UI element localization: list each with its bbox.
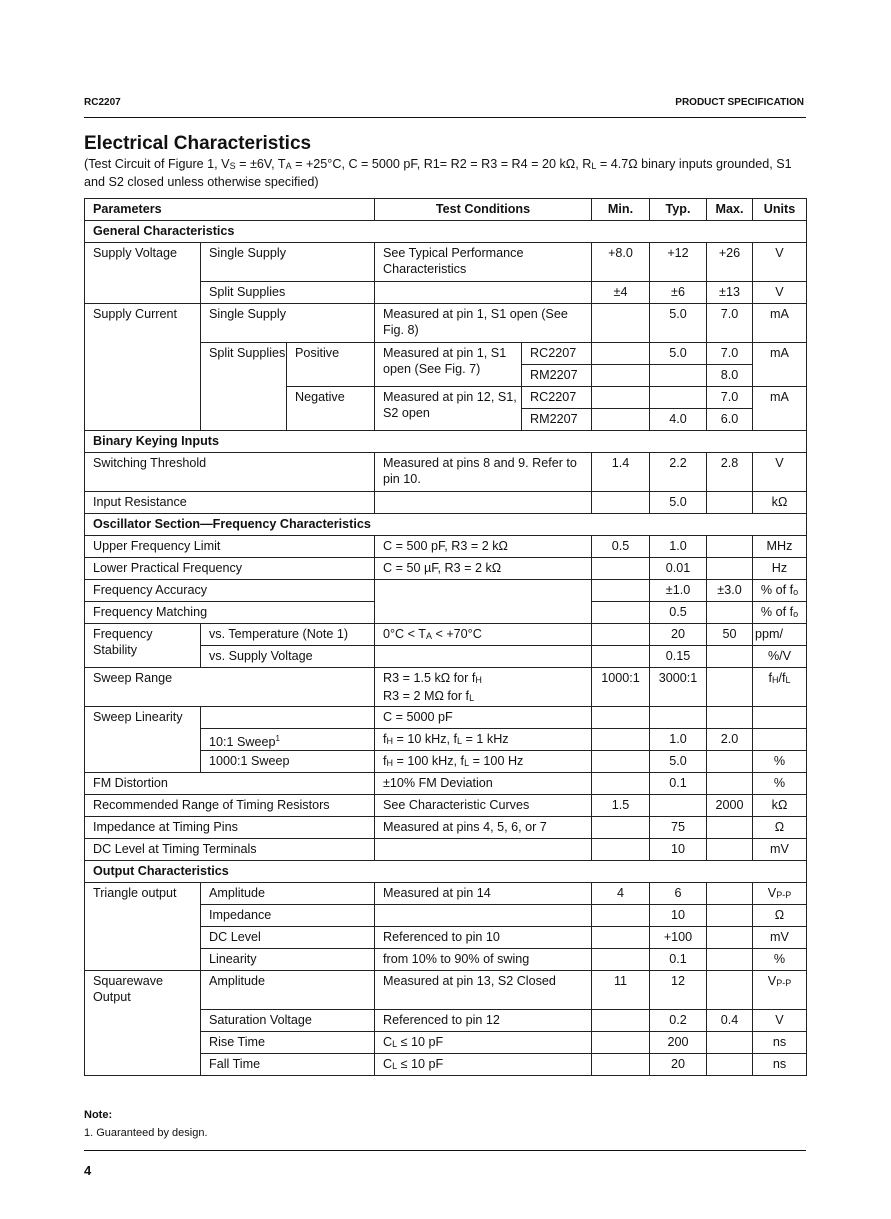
sub-param	[201, 707, 375, 729]
sub-param: Split Supplies	[201, 282, 375, 304]
col-header-units: Units	[753, 199, 807, 221]
table-row	[85, 453, 807, 492]
table-row	[85, 773, 807, 795]
table-row	[85, 707, 807, 729]
device-rm2207: RM2207	[522, 365, 592, 387]
table-row	[85, 492, 807, 514]
table-row	[85, 971, 807, 1010]
typ-cell: 10	[650, 905, 707, 927]
condition-cell: Referenced to pin 12	[375, 1010, 592, 1032]
sub-param: DC Level	[201, 927, 375, 949]
typ-cell: 12	[650, 971, 707, 1010]
min-cell: ±4	[592, 282, 650, 304]
max-cell	[707, 927, 753, 949]
max-cell	[707, 602, 753, 624]
typ-cell: 2.2	[650, 453, 707, 492]
unit-cell: mA	[753, 343, 807, 387]
unit-cell: %	[753, 949, 807, 971]
typ-cell: 1.0	[650, 536, 707, 558]
param-upper-frequency-limit: Upper Frequency Limit	[85, 536, 375, 558]
table-row	[85, 883, 807, 905]
typ-cell: 0.2	[650, 1010, 707, 1032]
min-cell	[592, 492, 650, 514]
condition-cell: Referenced to pin 10	[375, 927, 592, 949]
min-cell: 11	[592, 971, 650, 1010]
unit-cell: mA	[753, 304, 807, 343]
typ-cell: +12	[650, 243, 707, 282]
typ-cell: +100	[650, 927, 707, 949]
max-cell	[707, 492, 753, 514]
condition-cell: Measured at pins 4, 5, 6, or 7	[375, 817, 592, 839]
section-output: Output Characteristics	[85, 861, 807, 883]
unit-cell: ppm/	[753, 624, 807, 646]
condition-cell: See Characteristic Curves	[375, 795, 592, 817]
condition-cell: Measured at pin 13, S2 Closed	[375, 971, 592, 1010]
typ-cell: 5.0	[650, 492, 707, 514]
param-fm-distortion: FM Distortion	[85, 773, 375, 795]
unit-cell: $V_{P-P}$	[753, 883, 807, 905]
unit-cell: MHz	[753, 536, 807, 558]
min-cell	[592, 839, 650, 861]
typ-cell	[650, 795, 707, 817]
sub-param-positive: Positive	[287, 343, 375, 387]
max-cell	[707, 949, 753, 971]
condition-cell: See Typical Performance Characteristics	[375, 243, 592, 282]
max-cell: ±13	[707, 282, 753, 304]
device-rc2207: RC2207	[522, 387, 592, 409]
typ-cell: ±6	[650, 282, 707, 304]
section-title: Electrical Characteristics	[84, 133, 312, 154]
max-cell: 50	[707, 624, 753, 646]
table-row	[85, 304, 807, 343]
condition-cell: $f_H = 10$ kHz, $f_L = 1$ kHz	[375, 729, 592, 751]
max-cell: 7.0	[707, 304, 753, 343]
max-cell	[707, 839, 753, 861]
min-cell	[592, 773, 650, 795]
section-row	[85, 514, 807, 536]
sub-param: Impedance	[201, 905, 375, 927]
unit-cell: Hz	[753, 558, 807, 580]
typ-cell: 0.15	[650, 646, 707, 668]
max-cell	[707, 905, 753, 927]
param-squarewave-output: Squarewave Output	[85, 971, 201, 1076]
device-rc2207: RC2207	[522, 343, 592, 365]
header-rule	[84, 117, 806, 118]
electrical-characteristics-table	[84, 198, 807, 1076]
sub-param: Amplitude	[201, 883, 375, 905]
table-row	[85, 558, 807, 580]
section-row	[85, 431, 807, 453]
unit-cell: $V_{P-P}$	[753, 971, 807, 1010]
unit-cell: % of $f_o$	[753, 602, 807, 624]
min-cell	[592, 905, 650, 927]
param-triangle-output: Triangle output	[85, 883, 201, 971]
table-row	[85, 243, 807, 282]
min-cell	[592, 304, 650, 343]
unit-cell: %	[753, 773, 807, 795]
condition-cell: Measured at pins 8 and 9. Refer to pin 10.	[375, 453, 592, 492]
condition-cell: $C_L \le 10$ pF	[375, 1054, 592, 1076]
doc-part-number: RC2207	[84, 97, 121, 108]
typ-cell: 0.01	[650, 558, 707, 580]
sub-param-split: Split Supplies	[201, 343, 287, 431]
sub-param: vs. Temperature (Note 1)	[201, 624, 375, 646]
typ-cell: 5.0	[650, 304, 707, 343]
min-cell	[592, 817, 650, 839]
sub-param: Amplitude	[201, 971, 375, 1010]
table-row	[85, 624, 807, 646]
sub-param: Saturation Voltage	[201, 1010, 375, 1032]
min-cell	[592, 558, 650, 580]
max-cell	[707, 668, 753, 707]
typ-cell: 0.5	[650, 602, 707, 624]
min-cell	[592, 949, 650, 971]
typ-cell: 6	[650, 883, 707, 905]
unit-cell: V	[753, 282, 807, 304]
max-cell: 0.4	[707, 1010, 753, 1032]
doc-category: PRODUCT SPECIFICATION	[675, 97, 804, 108]
min-cell	[592, 409, 650, 431]
min-cell: 1000:1	[592, 668, 650, 707]
sub-param: Single Supply	[201, 304, 375, 343]
param-impedance-timing-pins: Impedance at Timing Pins	[85, 817, 375, 839]
param-supply-voltage: Supply Voltage	[85, 243, 201, 304]
typ-cell: 5.0	[650, 343, 707, 365]
note-item: 1. Guaranteed by design.	[84, 1127, 208, 1139]
max-cell	[707, 707, 753, 729]
max-cell	[707, 646, 753, 668]
unit-cell: % of $f_o$	[753, 580, 807, 602]
sub-param: vs. Supply Voltage	[201, 646, 375, 668]
unit-cell: mV	[753, 927, 807, 949]
condition-cell: $C_L \le 10$ pF	[375, 1032, 592, 1054]
table-row	[85, 795, 807, 817]
condition-cell: C = 5000 pF	[375, 707, 592, 729]
col-header-typ: Typ.	[650, 199, 707, 221]
unit-cell: ns	[753, 1054, 807, 1076]
section-row	[85, 861, 807, 883]
typ-cell	[650, 387, 707, 409]
unit-cell: V	[753, 1010, 807, 1032]
note-heading: Note:	[84, 1109, 113, 1121]
sub-param: 1000:1 Sweep	[201, 751, 375, 773]
typ-cell	[650, 707, 707, 729]
typ-cell: 20	[650, 624, 707, 646]
unit-cell: Ω	[753, 817, 807, 839]
condition-cell	[375, 839, 592, 861]
condition-cell: R3 = 1.5 kΩ for $f_H$ R3 = 2 MΩ for $f_L$	[375, 668, 592, 707]
typ-cell: 1.0	[650, 729, 707, 751]
condition-cell: Measured at pin 14	[375, 883, 592, 905]
sub-param: Fall Time	[201, 1054, 375, 1076]
min-cell: 0.5	[592, 536, 650, 558]
condition-cell: C = 50 µF, R3 = 2 kΩ	[375, 558, 592, 580]
page-number: 4	[84, 1163, 92, 1178]
max-cell	[707, 558, 753, 580]
param-dc-level-timing: DC Level at Timing Terminals	[85, 839, 375, 861]
unit-cell: V	[753, 243, 807, 282]
section-general: General Characteristics	[85, 221, 807, 243]
param-frequency-matching: Frequency Matching	[85, 602, 375, 624]
min-cell	[592, 729, 650, 751]
param-lower-practical-frequency: Lower Practical Frequency	[85, 558, 375, 580]
condition-cell: $0^\circ C < T_A < +70^\circ C$	[375, 624, 592, 646]
min-cell: 1.5	[592, 795, 650, 817]
param-sweep-linearity: Sweep Linearity	[85, 707, 201, 773]
min-cell	[592, 707, 650, 729]
param-input-resistance: Input Resistance	[85, 492, 375, 514]
condition-cell	[375, 580, 592, 624]
param-supply-current: Supply Current	[85, 304, 201, 431]
device-rm2207: RM2207	[522, 409, 592, 431]
table-row	[85, 817, 807, 839]
footer-rule	[84, 1150, 806, 1151]
typ-cell: 5.0	[650, 751, 707, 773]
section-oscillator: Oscillator Section—Frequency Characteristics	[85, 514, 807, 536]
sub-param: 10:1 Sweep$^1$	[201, 729, 375, 751]
typ-cell: 20	[650, 1054, 707, 1076]
max-cell	[707, 1054, 753, 1076]
table-row	[85, 536, 807, 558]
max-cell: 8.0	[707, 365, 753, 387]
typ-cell	[650, 365, 707, 387]
condition-cell: ±10% FM Deviation	[375, 773, 592, 795]
condition-cell: from 10% to 90% of swing	[375, 949, 592, 971]
section-binary-keying: Binary Keying Inputs	[85, 431, 807, 453]
max-cell	[707, 883, 753, 905]
unit-cell: %/V	[753, 646, 807, 668]
max-cell	[707, 1032, 753, 1054]
max-cell: ±3.0	[707, 580, 753, 602]
col-header-max: Max.	[707, 199, 753, 221]
section-row	[85, 221, 807, 243]
typ-cell: 200	[650, 1032, 707, 1054]
condition-cell	[375, 905, 592, 927]
typ-cell: 0.1	[650, 949, 707, 971]
max-cell	[707, 817, 753, 839]
unit-cell: kΩ	[753, 795, 807, 817]
typ-cell: ±1.0	[650, 580, 707, 602]
max-cell	[707, 971, 753, 1010]
sub-param: Rise Time	[201, 1032, 375, 1054]
condition-cell: Measured at pin 12, S1, S2 open	[375, 387, 522, 431]
condition-cell	[375, 492, 592, 514]
table-row	[85, 839, 807, 861]
condition-cell: Measured at pin 1, S1 open (See Fig. 7)	[375, 343, 522, 387]
max-cell: 7.0	[707, 343, 753, 365]
param-frequency-stability: Frequency Stability	[85, 624, 201, 668]
unit-cell	[753, 707, 807, 729]
min-cell	[592, 343, 650, 365]
min-cell	[592, 365, 650, 387]
min-cell	[592, 927, 650, 949]
max-cell	[707, 773, 753, 795]
table-row	[85, 580, 807, 602]
unit-cell: kΩ	[753, 492, 807, 514]
param-sweep-range: Sweep Range	[85, 668, 375, 707]
unit-cell: ns	[753, 1032, 807, 1054]
max-cell: 2000	[707, 795, 753, 817]
sub-param-negative: Negative	[287, 387, 375, 431]
typ-cell: 3000:1	[650, 668, 707, 707]
table-header-row	[85, 199, 807, 221]
min-cell: 1.4	[592, 453, 650, 492]
unit-cell: $f_H/f_L$	[753, 668, 807, 707]
max-cell: +26	[707, 243, 753, 282]
min-cell	[592, 1032, 650, 1054]
typ-cell: 4.0	[650, 409, 707, 431]
max-cell	[707, 536, 753, 558]
param-recommended-range: Recommended Range of Timing Resistors	[85, 795, 375, 817]
table-row	[85, 668, 807, 707]
param-switching-threshold: Switching Threshold	[85, 453, 375, 492]
condition-cell: C = 500 pF, R3 = 2 kΩ	[375, 536, 592, 558]
max-cell: 2.0	[707, 729, 753, 751]
condition-cell: Measured at pin 1, S1 open (See Fig. 8)	[375, 304, 592, 343]
typ-cell: 0.1	[650, 773, 707, 795]
typ-cell: 75	[650, 817, 707, 839]
unit-cell: mV	[753, 839, 807, 861]
sub-param: Linearity	[201, 949, 375, 971]
min-cell: +8.0	[592, 243, 650, 282]
col-header-min: Min.	[592, 199, 650, 221]
min-cell	[592, 387, 650, 409]
max-cell: 6.0	[707, 409, 753, 431]
sub-param: Single Supply	[201, 243, 375, 282]
test-conditions-note: (Test Circuit of Figure 1, $V_S = \pm 6V$, $T_A = +25^\circ C$, C = 5000 pF, R1= R2 = R3 = R4 = 20 kΩ, $R_L = 4.7\Omega$ binary inputs grounded, S1 and S2 closed unless otherwise specified)	[84, 157, 792, 189]
unit-cell: mA	[753, 387, 807, 431]
condition-cell: $f_H = 100$ kHz, $f_L = 100$ Hz	[375, 751, 592, 773]
param-frequency-accuracy: Frequency Accuracy	[85, 580, 375, 602]
max-cell: 2.8	[707, 453, 753, 492]
min-cell	[592, 602, 650, 624]
min-cell	[592, 1054, 650, 1076]
unit-cell: Ω	[753, 905, 807, 927]
unit-cell: V	[753, 453, 807, 492]
condition-cell	[375, 646, 592, 668]
min-cell: 4	[592, 883, 650, 905]
col-header-parameters: Parameters	[85, 199, 375, 221]
min-cell	[592, 646, 650, 668]
max-cell: 7.0	[707, 387, 753, 409]
unit-cell: %	[753, 751, 807, 773]
min-cell	[592, 624, 650, 646]
min-cell	[592, 580, 650, 602]
condition-cell	[375, 282, 592, 304]
min-cell	[592, 751, 650, 773]
min-cell	[592, 1010, 650, 1032]
unit-cell	[753, 729, 807, 751]
max-cell	[707, 751, 753, 773]
typ-cell: 10	[650, 839, 707, 861]
col-header-test-conditions: Test Conditions	[375, 199, 592, 221]
